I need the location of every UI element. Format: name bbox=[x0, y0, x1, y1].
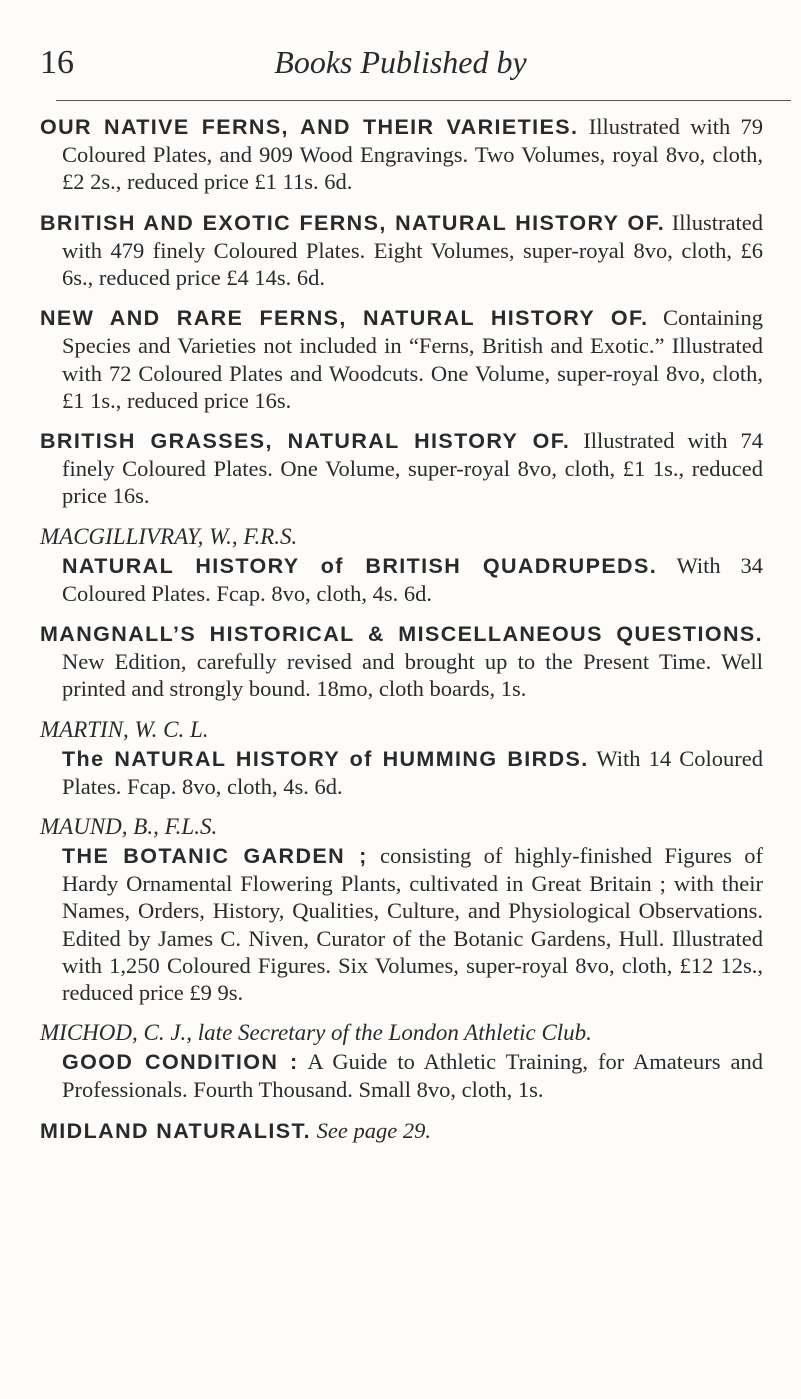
book-title: OUR NATIVE FERNS, AND THEIR VARIETIES. bbox=[40, 115, 579, 139]
catalogue-entry bbox=[40, 716, 763, 800]
book-title: NATURAL HISTORY of BRITISH QUADRUPEDS. bbox=[62, 553, 658, 578]
book-description: A Guide to Athletic Training, for Amateurs and Professionals. Fourth Thousand. Small 8vo, cloth, 1s. bbox=[62, 1049, 763, 1103]
entry-body bbox=[40, 745, 763, 800]
page-reference: See page 29. bbox=[316, 1117, 432, 1143]
author-name: MACGILLIVRAY, W., F.R.S. bbox=[40, 523, 298, 549]
book-title: NEW AND RARE FERNS, NATURAL HISTORY OF. bbox=[40, 306, 649, 331]
entry-body bbox=[40, 1117, 763, 1145]
book-title: BRITISH GRASSES, NATURAL HISTORY OF. bbox=[40, 429, 571, 454]
page-number: 16 bbox=[40, 44, 74, 81]
catalogue-entry bbox=[40, 427, 763, 510]
book-title: GOOD CONDITION : bbox=[62, 1050, 299, 1075]
catalogue-entry bbox=[40, 113, 763, 196]
book-description: consisting of highly-finished Figures of Hardy Ornamental Flowering Plants, cultivated in Great Britain ; with their Names, Orders, History, Qualities, Culture, and Physiological Observations. Edited by James C. Niven, Curator of the Botanic Gardens, Hull. Illustrated with 1,250 Coloured Figures. Six Volumes, super-royal 8vo, cloth, £12 12s., reduced price £9 9s. bbox=[62, 843, 763, 1006]
catalogue-entry bbox=[40, 813, 763, 1006]
author-name: MICHOD, C. J., late Secretary of the London Athletic Club. bbox=[40, 1020, 592, 1046]
entry-body bbox=[40, 113, 763, 196]
author-name: MARTIN, W. C. L. bbox=[40, 716, 209, 742]
entry-body bbox=[40, 304, 763, 414]
catalogue-entry bbox=[40, 209, 763, 292]
book-description: With 14 Coloured Plates. Fcap. 8vo, cloth, 4s. 6d. bbox=[62, 745, 764, 799]
book-title: MIDLAND NATURALIST. bbox=[40, 1118, 312, 1143]
header-rule bbox=[56, 100, 791, 101]
entry-body bbox=[40, 842, 763, 1006]
book-description: Illustrated with 79 Coloured Plates, and 909 Wood Engravings. Two Volumes, royal 8vo, cloth, £2 2s., reduced price £1 11s. 6d. bbox=[62, 114, 763, 195]
page-header bbox=[40, 44, 761, 94]
book-title: BRITISH AND EXOTIC FERNS, NATURAL HISTORY OF. bbox=[40, 210, 666, 235]
entry-body bbox=[40, 1048, 763, 1103]
catalogue-entry bbox=[40, 304, 763, 414]
book-description: With 34 Coloured Plates. Fcap. 8vo, cloth, 4s. 6d. bbox=[62, 552, 764, 606]
catalogue-entry bbox=[40, 620, 763, 703]
book-description: Containing Species and Varieties not included in “Ferns, British and Exotic.” Illustrated with 72 Coloured Plates and Woodcuts. One Volume, super-royal 8vo, cloth, £1 1s., reduced price 16s. bbox=[62, 305, 763, 413]
book-title: The NATURAL HISTORY of HUMMING BIRDS. bbox=[62, 746, 589, 771]
catalogue-entries bbox=[40, 113, 763, 1158]
book-description: Illustrated with 74 finely Coloured Plates. One Volume, super-royal 8vo, cloth, £1 1s., reduced price 16s. bbox=[62, 428, 763, 509]
book-title: THE BOTANIC GARDEN ; bbox=[62, 844, 368, 869]
catalogue-entry bbox=[40, 1117, 763, 1145]
running-title: Books Published by bbox=[274, 44, 527, 80]
book-title: MANGNALL’S HISTORICAL & MISCELLANEOUS QUESTIONS. bbox=[40, 622, 763, 647]
book-description: Illustrated with 479 finely Coloured Plates. Eight Volumes, super-royal 8vo, cloth, £6 6s., reduced price £4 14s. 6d. bbox=[62, 209, 763, 291]
entry-body bbox=[40, 620, 763, 703]
author-name: MAUND, B., F.L.S. bbox=[40, 814, 218, 840]
book-description: New Edition, carefully revised and brought up to the Present Time. Well printed and strongly bound. 18mo, cloth boards, 1s. bbox=[62, 649, 763, 702]
entry-body bbox=[40, 552, 763, 607]
entry-body bbox=[40, 209, 763, 292]
entry-body bbox=[40, 427, 763, 510]
catalogue-entry bbox=[40, 523, 763, 607]
catalogue-entry bbox=[40, 1019, 763, 1103]
